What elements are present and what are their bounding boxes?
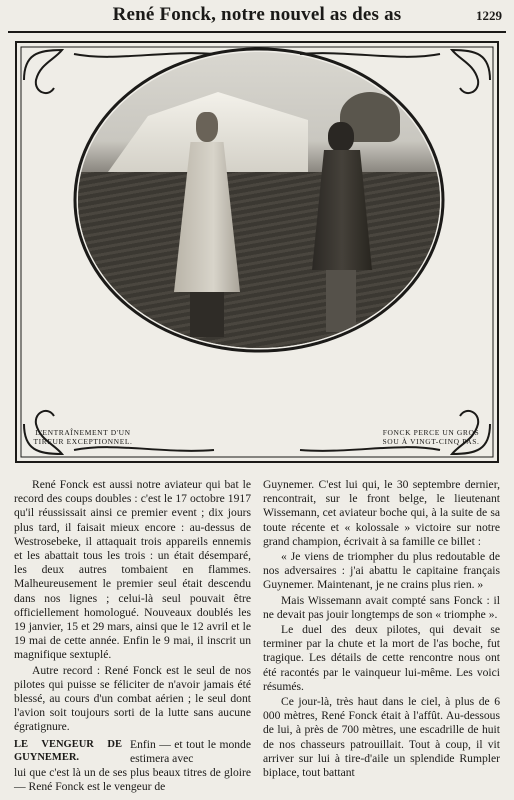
paragraph: René Fonck est aussi notre aviateur qui bat le record des coups doubles : c'est le 17 octobre 1917 qu'il réussissait ainsi ce premier event ; dix jours plus tard, il faisait mieux encore : au-dessus de Westrosebeke, il attaquait trois appareils ennemis et les abattait tous les trois : un était désemparé, les deux autres tombaient en flammes. Malheureusement le premier seul était descendu dans nos lignes ; celui-là seul pouvait être officiellement homologué. Nouveaux doublés les 19 janvier, 15 et 29 mars, ainsi que le 12 avril et le 19 mai de cette année. Enfin le 9 mai, il inscrit un magnifique sextuplé. [14,478,251,662]
page-title: René Fonck, notre nouvel as des as [112,4,402,25]
photo-pilot-figure [310,122,372,332]
section-subhead-block [14,738,251,766]
photo-frame [14,40,500,464]
page-number: 1229 [476,8,502,23]
section-heading: LE VENGEUR DE GUYNEMER. [14,738,122,763]
caption-right: FONCK PERCE UN GROS SOU À VINGT-CINQ PAS. [382,428,480,446]
paragraph: Ce jour-là, très haut dans le ciel, à plus de 6 000 mètres, René Fonck était à l'affût. Au-dessous de lui, à près de 700 mètres, une escadrille de huit de nos chasseurs patrouillait. Tout à coup, il vit arriver sur lui à tire-d'aile un splendide Rumpler biplace, tout battant [263,695,500,780]
photo-field [78,172,440,348]
caption-left: L'ENTRAÎNEMENT D'UN TIREUR EXCEPTIONNEL. [33,428,133,446]
paragraph: Mais Wissemann avait compté sans Fonck : il ne devait pas jouir longtemps de son « triomphe ». [263,593,500,621]
column-left [14,478,251,796]
photo-fonck-shooting [78,52,440,348]
paragraph: « Je viens de triompher du plus redoutable de nos adversaires : j'ai abattu le capitaine français Guynemer. Maintenant, je ne crains plus rien. » [263,550,500,592]
page-header [10,2,504,30]
article-body [14,478,500,796]
photo-officer-figure [170,112,240,337]
paragraph: Le duel des deux pilotes, qui devait se terminer par la chute et la mort de l'as boche, fut tragique. Les détails de cette rencontre nous ont été racontés par le vainqueur lui-même. Les voici résumés. [263,623,500,693]
paragraph: Autre record : René Fonck est le seul de nos pilotes qui puisse se féliciter de n'avoir jamais été blessé, au cours d'un combat aérien ; le seul dont l'avion soit toujours sorti de la lutte sans aucune égratignure. [14,663,251,734]
paragraph: lui que c'est là un de ses plus beaux titres de gloire — René Fonck est le vengeur de [14,766,251,794]
paragraph: Enfin — et tout le monde estimera avec [130,737,251,765]
header-rule [8,31,506,33]
paragraph: Guynemer. C'est lui qui, le 30 septembre dernier, rencontrait, sur le front belge, le lieutenant Wissemann, cet aviateur boche qui, à la suite de sa toute récente et « kolossale » victoire sur notre grand champion, écrivait à sa famille ce billet : [263,478,500,548]
column-right [263,478,500,796]
